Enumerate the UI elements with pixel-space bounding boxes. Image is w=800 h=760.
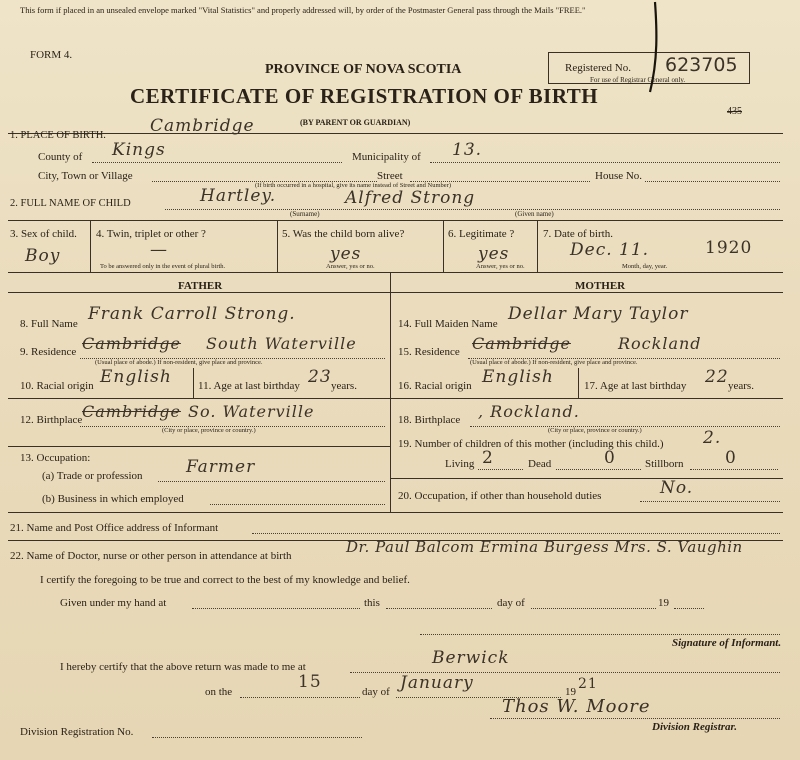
child-name-label: 2. FULL NAME OF CHILD — [10, 198, 131, 209]
hospital-note: (If birth occurred in a hospital, give its name instead of Street and Number) — [255, 182, 452, 189]
rule — [478, 469, 523, 470]
father-racial-value: English — [100, 367, 172, 387]
rule — [8, 512, 783, 513]
living-value: 2 — [482, 448, 494, 468]
legitimate-value: yes — [478, 244, 510, 264]
rule — [645, 181, 780, 182]
municipality-value: 13. — [452, 140, 483, 160]
this-label: this — [364, 597, 380, 609]
father-residence-struck: Cambridge — [82, 334, 181, 353]
city-label: City, Town or Village — [38, 170, 133, 182]
father-age-value: 23 — [308, 367, 332, 387]
alive-value: yes — [330, 244, 362, 264]
ink-stroke — [630, 0, 670, 95]
rule — [277, 220, 278, 272]
twin-label: 4. Twin, triplet or other ? — [96, 228, 206, 240]
rule — [8, 133, 783, 134]
father-racial-label: 10. Racial origin — [20, 380, 94, 392]
dob-year: 1920 — [705, 238, 753, 258]
rule — [90, 220, 91, 272]
mother-residence-label: 15. Residence — [398, 346, 460, 358]
mother-birthplace-label: 18. Birthplace — [398, 414, 461, 426]
year-label: 19 — [658, 597, 669, 609]
father-residence-note: (Usual place of abode.) If non-resident, give place and province. — [95, 359, 263, 366]
doctor-label: 22. Name of Doctor, nurse or other person in attendance at birth — [10, 550, 292, 562]
province-heading: PROVINCE OF NOVA SCOTIA — [265, 62, 462, 77]
rule — [420, 634, 780, 635]
certify-statement: I certify the foregoing to be true and correct to the best of my knowledge and belief. — [40, 574, 410, 586]
rule — [210, 504, 385, 505]
occupation-label: 13. Occupation: — [20, 452, 91, 464]
day-of-label: day of — [497, 597, 525, 609]
rule — [390, 272, 391, 512]
father-birthplace-label: 12. Birthplace — [20, 414, 83, 426]
father-birthplace-value: So. Waterville — [188, 402, 315, 421]
mother-age-value: 22 — [705, 367, 729, 387]
division-reg-no-label: Division Registration No. — [20, 726, 134, 738]
place-of-birth-value: Cambridge — [150, 116, 255, 136]
twin-note: To be answered only in the event of plural birth. — [100, 263, 226, 270]
trade-value: Farmer — [186, 457, 256, 477]
children-label: 19. Number of children of this mother (including this child.) — [398, 438, 664, 450]
certificate-subtitle: (BY PARENT OR GUARDIAN) — [300, 118, 411, 127]
rule — [192, 608, 360, 609]
municipality-label: Municipality of — [352, 151, 421, 163]
alive-note: Answer, yes or no. — [326, 263, 375, 270]
mother-name-label: 14. Full Maiden Name — [398, 318, 498, 330]
on-the-label: on the — [205, 686, 233, 698]
form-number: FORM 4. — [30, 49, 73, 61]
rule — [537, 220, 538, 272]
registrar-statement: I hereby certify that the above return was made to me at — [60, 661, 306, 673]
mother-residence-note: (Usual place of abode.) If non-resident, give place and province. — [470, 359, 638, 366]
dob-note: Month, day, year. — [622, 263, 668, 270]
rule — [390, 398, 783, 399]
rule — [92, 162, 342, 163]
trade-label: (a) Trade or profession — [42, 470, 143, 482]
rule — [556, 469, 641, 470]
doctor-value: Dr. Paul Balcom Ermina Burgess Mrs. S. Vaughin — [346, 538, 743, 556]
year-suffix: 21 — [578, 676, 598, 692]
mother-age-label: 17. Age at last birthday — [584, 380, 687, 392]
street-label: Street — [377, 170, 403, 182]
rule — [8, 446, 390, 447]
informant-signature-caption: Signature of Informant. — [672, 637, 782, 649]
rule — [490, 718, 780, 719]
registered-label: Registered No. — [565, 62, 631, 74]
father-birthplace-struck: Cambridge — [82, 402, 181, 421]
rule — [390, 478, 783, 479]
rule — [240, 697, 360, 698]
mother-name-value: Dellar Mary Taylor — [508, 304, 689, 324]
mother-birthplace-value: , Rockland. — [478, 402, 580, 421]
rule — [640, 501, 780, 502]
place-of-birth-label: 1. PLACE OF BIRTH. — [10, 130, 106, 141]
rule — [8, 220, 783, 221]
twin-value: — — [150, 240, 168, 260]
registrar-month: January — [400, 673, 474, 693]
father-name-label: 8. Full Name — [20, 318, 78, 330]
father-age-label: 11. Age at last birthday — [198, 380, 300, 392]
mother-residence-struck: Cambridge — [472, 334, 571, 353]
mother-age-unit: years. — [728, 380, 754, 392]
rule — [578, 368, 579, 398]
division-registrar-caption: Division Registrar. — [652, 721, 737, 733]
dob-label: 7. Date of birth. — [543, 228, 613, 240]
rule — [158, 481, 385, 482]
legitimate-note: Answer, yes or no. — [476, 263, 525, 270]
county-value: Kings — [112, 140, 166, 160]
registrar-place: Berwick — [432, 648, 510, 668]
stillborn-label: Stillborn — [645, 458, 684, 470]
stillborn-value: 0 — [725, 448, 737, 468]
child-surname: Hartley. — [200, 186, 277, 206]
father-name-value: Frank Carroll Strong. — [88, 304, 296, 324]
mother-birthplace-note: (City or place, province or country.) — [548, 427, 642, 434]
rule — [252, 533, 780, 534]
county-label: County of — [38, 151, 83, 163]
mother-heading: MOTHER — [575, 280, 626, 292]
mother-racial-value: English — [482, 367, 554, 387]
sex-label: 3. Sex of child. — [10, 228, 77, 240]
dead-label: Dead — [528, 458, 552, 470]
year-prefix: 19 — [565, 686, 576, 698]
mother-residence-value: Rockland — [618, 334, 702, 353]
legitimate-label: 6. Legitimate ? — [448, 228, 515, 240]
postal-notice: This form if placed in an unsealed envelope marked "Vital Statistics" and properly addressed will, by order of the Postmaster General pass through the Mails "FREE." — [20, 5, 586, 15]
father-residence-value: South Waterville — [206, 334, 357, 353]
sex-value: Boy — [25, 246, 61, 266]
rule — [443, 220, 444, 272]
mother-occupation-label: 20. Occupation, if other than household duties — [398, 490, 602, 502]
rule — [386, 608, 492, 609]
child-given-name: Alfred Strong — [345, 188, 476, 208]
rule — [674, 608, 704, 609]
rule — [193, 368, 194, 398]
rule — [8, 272, 783, 273]
mother-racial-label: 16. Racial origin — [398, 380, 472, 392]
dead-value: 0 — [604, 448, 616, 468]
informant-label: 21. Name and Post Office address of Informant — [10, 522, 219, 534]
rule — [152, 737, 362, 738]
surname-caption: (Surname) — [290, 210, 320, 218]
alive-label: 5. Was the child born alive? — [282, 228, 405, 240]
given-caption: (Given name) — [515, 210, 554, 218]
rule — [531, 608, 656, 609]
registered-note: For use of Registrar General only. — [590, 76, 686, 84]
rule — [690, 469, 778, 470]
given-under-label: Given under my hand at — [60, 597, 167, 609]
father-heading: FATHER — [178, 280, 223, 292]
children-value: 2. — [703, 428, 722, 448]
rule — [8, 292, 783, 293]
rule — [8, 398, 390, 399]
registered-number: 623705 — [665, 54, 738, 76]
rule — [430, 162, 780, 163]
father-birthplace-note: (City or place, province or country.) — [162, 427, 256, 434]
business-label: (b) Business in which employed — [42, 493, 184, 505]
corner-mark: 435 — [727, 106, 742, 117]
house-label: House No. — [595, 170, 643, 182]
living-label: Living — [445, 458, 475, 470]
father-age-unit: years. — [331, 380, 357, 392]
day-of-2-label: day of — [362, 686, 390, 698]
registrar-signature: Thos W. Moore — [502, 696, 651, 717]
certificate-title: CERTIFICATE OF REGISTRATION OF BIRTH — [130, 84, 599, 108]
father-residence-label: 9. Residence — [20, 346, 77, 358]
dob-value: Dec. 11. — [570, 240, 650, 260]
registrar-day: 15 — [298, 672, 322, 692]
rule — [165, 209, 780, 210]
mother-occupation-value: No. — [660, 478, 694, 498]
